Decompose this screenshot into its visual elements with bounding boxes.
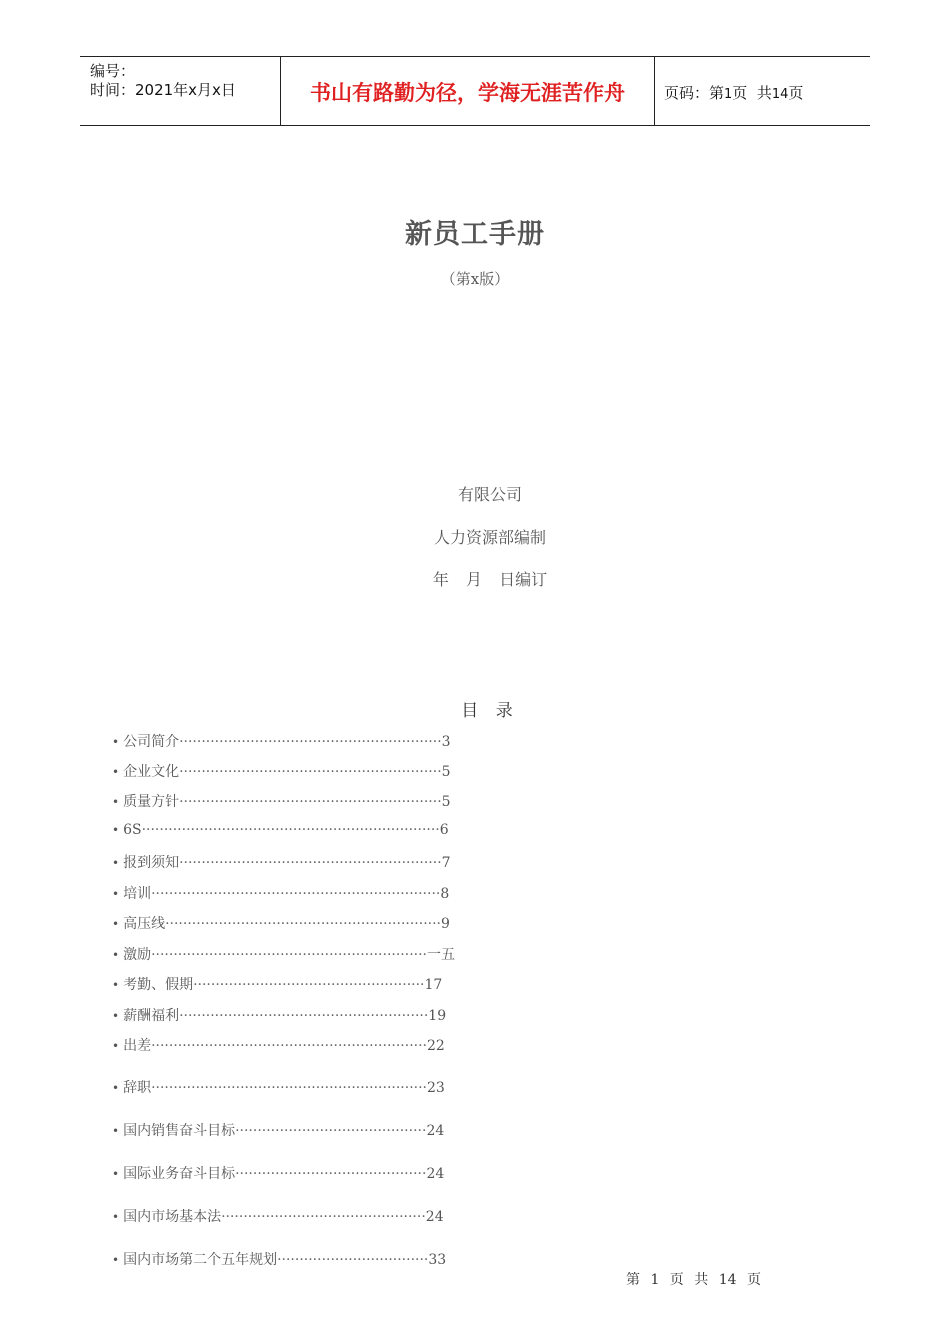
revision-date: 年 月 日编订 [432,570,548,589]
toc-leader-dots: ························································ [179,1008,429,1024]
bullet-icon: • [112,856,120,870]
company-name: 有限公司 [457,485,522,504]
toc-leader-dots: ······························································ [165,916,441,932]
header-divider [654,57,655,125]
toc-item [112,1163,444,1183]
toc-item [112,791,451,811]
toc-leader-dots: ······························································ [151,947,427,963]
toc-item-label: 质量方针 [123,794,180,810]
toc-item [112,974,442,994]
toc-leader-dots: ······························································ [151,1080,427,1096]
bullet-icon: • [112,1124,120,1138]
toc-item-label: 报到须知 [123,855,180,871]
toc-item [112,913,450,933]
bullet-icon: • [112,1081,120,1095]
toc-leader-dots: ··········································· [235,1123,427,1139]
toc-item-page: 8 [440,886,450,902]
toc-item-page: 24 [426,1166,445,1182]
toc-item [112,1035,445,1055]
document-edition: （第x版） [440,270,510,288]
toc-item [112,883,449,903]
toc-item [112,944,455,964]
page-prefix: 页码：第 [664,84,725,102]
toc-item-label: 企业文化 [123,764,180,780]
toc-leader-dots: ································································· [151,886,441,902]
bullet-icon: • [112,917,120,931]
toc-item-label: 激励 [123,947,152,963]
toc-item-page: 3 [441,734,451,750]
bullet-icon: • [112,978,120,992]
toc-item-label: 高压线 [123,916,166,932]
toc-item-label: 考勤、假期 [123,977,194,993]
bullet-icon: • [112,887,120,901]
bullet-icon: • [112,1210,120,1224]
toc-item-page: 5 [441,794,451,810]
toc-leader-dots: ·································· [277,1252,429,1268]
header-page-info [664,57,803,125]
toc-leader-dots: ···················································· [193,977,425,993]
bullet-icon: • [112,1039,120,1053]
toc-item-page: 5 [441,764,451,780]
toc-leader-dots: ··········································· [235,1166,427,1182]
toc-item [112,822,449,838]
toc-item-page: 33 [428,1252,447,1268]
bullet-icon: • [112,765,120,779]
toc-item-page: 一五 [427,947,455,963]
toc-item [112,1249,446,1269]
toc-item-page: 6 [439,822,449,838]
toc-item-label: 公司简介 [123,734,180,750]
toc-item-page: 9 [441,916,450,932]
bullet-icon: • [112,1009,120,1023]
toc-item-page: 7 [441,855,451,871]
toc-item-label: 国内销售奋斗目标 [123,1123,236,1139]
toc-item [112,852,451,872]
toc-leader-dots: ··························································· [179,794,442,810]
page-current: 1 [724,87,733,102]
bullet-icon: • [112,795,120,809]
toc-item-label: 辞职 [123,1080,152,1096]
bullet-icon: • [112,1253,120,1267]
toc-leader-dots: ··························································· [179,855,442,871]
toc-item [112,1206,444,1226]
toc-item [112,1120,444,1140]
document-time: 时间：2021年x月x日 [90,81,236,99]
toc-item-label: 薪酬福利 [123,1008,180,1024]
toc-item-page: 23 [427,1080,445,1096]
toc-leader-dots: ··························································· [179,734,442,750]
toc-item-page: 17 [424,977,443,993]
toc-leader-dots: ··························································· [179,764,442,780]
toc-title: 目 录 [461,701,519,721]
toc-item-label: 国内市场基本法 [123,1209,222,1225]
document-title: 新员工手册 [405,219,545,250]
toc-leader-dots: ··································································· [141,822,440,838]
toc-item [112,761,451,781]
document-number-label: 编号： [90,62,136,80]
toc-leader-dots: ······························································ [151,1038,427,1054]
toc-item-label: 国内市场第二个五年规划 [123,1252,278,1268]
toc-item-page: 24 [426,1123,445,1139]
bullet-icon: • [112,735,120,749]
toc-item-page: 19 [428,1008,447,1024]
toc-item [112,1005,446,1025]
bullet-icon: • [112,948,120,962]
toc-item-page: 22 [427,1038,445,1054]
header-left-cell [80,57,280,125]
department: 人力资源部编制 [433,528,546,547]
toc-leader-dots: ·············································· [221,1209,426,1225]
toc-item-label: 培训 [123,886,152,902]
bullet-icon: • [112,1167,120,1181]
header-motto: 书山有路勤为径，学海无涯苦作舟 [310,80,625,105]
toc-item [112,731,451,751]
toc-item-page: 24 [425,1209,444,1225]
toc-item [112,1077,445,1097]
toc-item-label: 6S [123,822,142,838]
page-total: 14 [771,87,789,102]
page-suffix: 页 [788,84,804,102]
page-header [80,56,870,126]
toc-item-label: 国际业务奋斗目标 [123,1166,236,1182]
bullet-icon: • [112,823,120,837]
toc-item-label: 出差 [123,1038,152,1054]
page-footer: 第 1 页 共 14 页 [626,1272,761,1288]
page-middle: 页 共 [732,84,772,102]
